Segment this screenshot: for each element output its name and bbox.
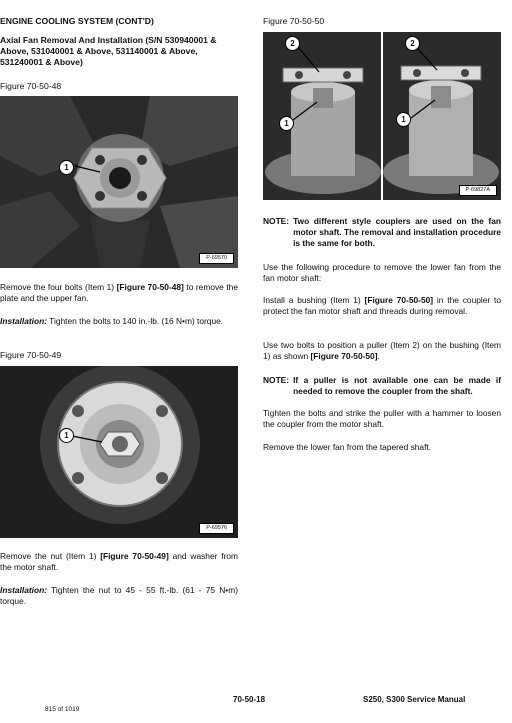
installation-note-bolts: Installation: Tighten the bolts to 140 in.-lb. (16 N•m) torque. bbox=[0, 316, 224, 326]
page-number: 70-50-18 bbox=[233, 695, 266, 704]
coupler-puller-illustration bbox=[263, 32, 501, 200]
fan-hub-illustration bbox=[0, 96, 238, 268]
figure-caption-50: Figure 70-50-50 bbox=[263, 16, 325, 26]
figure-70-50-50-photo bbox=[263, 32, 501, 200]
paragraph-tighten-bolts: Tighten the bolts and strike the puller with a hammer to loosen the coupler from the motor shaft. bbox=[263, 408, 501, 430]
figure-caption-49: Figure 70-50-49 bbox=[0, 350, 62, 360]
callout-1: 1 bbox=[59, 160, 74, 175]
photo-id: P-69570 bbox=[199, 253, 234, 264]
photo-id: P-69827A bbox=[459, 185, 497, 196]
callout-1-right: 1 bbox=[396, 112, 411, 127]
paragraph-remove-bolts: Remove the four bolts (Item 1) [Figure 70-50-48] to remove the plate and the upper fan. bbox=[0, 282, 238, 304]
callout-1-left: 1 bbox=[279, 116, 294, 131]
callout-2-left: 2 bbox=[285, 36, 300, 51]
paragraph-procedure-intro: Use the following procedure to remove the lower fan from the fan motor shaft: bbox=[263, 262, 501, 284]
installation-note-nut: Installation: Tighten the nut to 45 - 55 ft.-lb. (61 - 75 N•m) torque. bbox=[0, 585, 238, 607]
section-title: ENGINE COOLING SYSTEM (CONT'D) bbox=[0, 16, 154, 26]
callout-2-right: 2 bbox=[405, 36, 420, 51]
paragraph-remove-lower-fan: Remove the lower fan from the tapered shaft. bbox=[263, 442, 432, 452]
figure-70-50-48-photo bbox=[0, 96, 238, 268]
motor-shaft-nut-illustration bbox=[0, 366, 238, 538]
subtitle: Axial Fan Removal And Installation (S/N 530940001 & Above, 531040001 & Above, 531140001 & Above, 531240001 & Above) bbox=[0, 35, 217, 68]
note-coupler-styles: NOTE: Two different style couplers are used on the fan motor shaft. The removal and installation procedure is the same for both. bbox=[263, 216, 501, 249]
note-puller: NOTE: If a puller is not available one can be made if needed to remove the coupler from the shaft. bbox=[263, 375, 501, 397]
manual-title: S250, S300 Service Manual bbox=[363, 695, 466, 704]
paragraph-position-puller: Use two bolts to position a puller (Item 2) on the bushing (Item 1) as shown [Figure 70-50-50]. bbox=[263, 340, 501, 362]
figure-caption-48: Figure 70-50-48 bbox=[0, 81, 62, 91]
page-count: 815 of 1019 bbox=[45, 706, 80, 713]
callout-1: 1 bbox=[59, 428, 74, 443]
paragraph-remove-nut: Remove the nut (Item 1) [Figure 70-50-49] and washer from the motor shaft. bbox=[0, 551, 238, 573]
photo-id: P-69576 bbox=[199, 523, 234, 534]
paragraph-install-bushing: Install a bushing (Item 1) [Figure 70-50-50] in the coupler to protect the fan motor shaft and threads during removal. bbox=[263, 295, 502, 317]
figure-70-50-49-photo bbox=[0, 366, 238, 538]
